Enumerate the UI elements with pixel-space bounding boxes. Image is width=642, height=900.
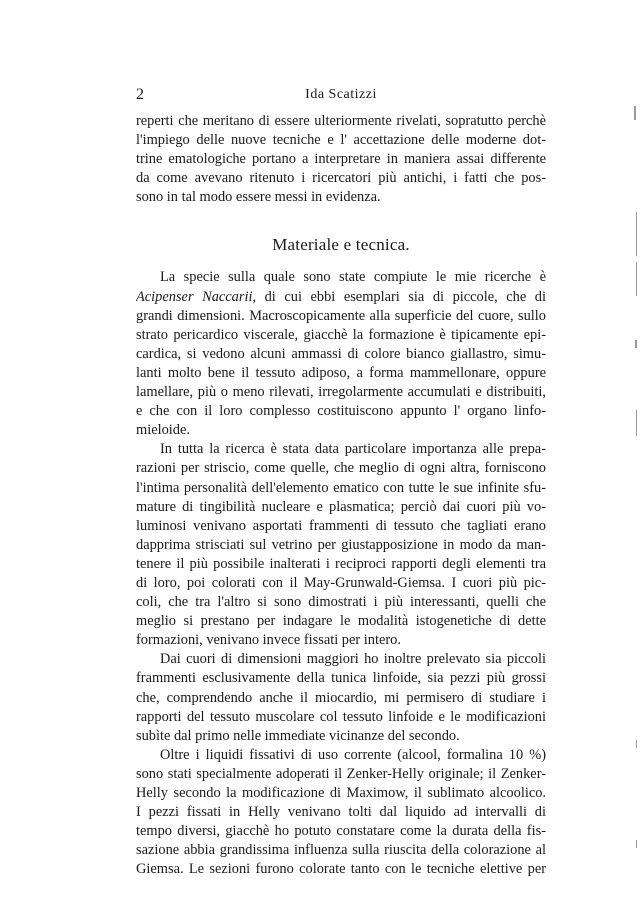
running-head [136, 86, 546, 106]
text-line: rapporti del tessuto muscolare col tessuto linfoide e le modificazioni [136, 708, 546, 725]
text-line: da come avevano ritenuto i ricercatori più antichi, i fatti che pos- [136, 170, 546, 187]
text-line: cardica, si vedono alcuni ammassi di colore bianco giallastro, simu- [136, 345, 546, 362]
text-line: lamellare, più o meno rilevati, irregolarmente accumulati e distribuiti, [136, 384, 546, 401]
text-line: lanti molto bene il tessuto adiposo, a forma mammellonare, oppure [136, 364, 546, 381]
text-line: subìte dal primo nelle immediate vicinanze del secondo. [136, 727, 460, 744]
text-line: razioni per striscio, come quelle, che meglio di ogni altra, forniscono [136, 460, 546, 477]
scan-edge-mark [635, 340, 637, 348]
text-line: coli, che tra l'altro si sono dimostrati i più interessanti, quelli che [136, 594, 546, 611]
text-line: In tutta la ricerca è stata data particolare importanza alle prepa- [160, 441, 546, 458]
species-name: Acipenser Naccarii, [136, 288, 257, 305]
text-line: trine ematologiche portano a interpretare in maniera assai differente [136, 151, 546, 168]
text-line: Giemsa. Le sezioni furono colorate tanto con le tecniche elettive per [136, 861, 546, 878]
paragraph-1 [136, 112, 546, 207]
text-line: Helly secondo la modificazione di Maximow, il sublimato alcoolico. [136, 785, 546, 801]
scan-edge-mark [636, 410, 637, 436]
text-fragment: di cui ebbi esemplari sia di piccole, che di [256, 288, 546, 305]
body-text [136, 112, 546, 879]
text-line: che, comprendendo anche il miocardio, mi permisero di studiare i [136, 689, 546, 706]
text-line: l'intima personalità dell'elemento ematico con tutte le sue infinite sfu- [136, 479, 546, 496]
text-line: tenere il più possibile inalterati i reciproci rapporti degli elementi tra [136, 555, 546, 572]
text-line: La specie sulla quale sono state compiute le mie ricerche è [160, 269, 546, 286]
text-line: formazioni, venivano invece fissati per intero. [136, 632, 401, 649]
scan-edge-mark [636, 740, 637, 748]
scan-edge-mark [634, 106, 636, 120]
text-line: strato pericardico viscerale, giacchè la formazione è tipicamente epi- [136, 326, 546, 343]
paragraph-5 [136, 746, 546, 880]
text-line: dapprima strisciati sul vetrino per giustapposizione in modo da man- [136, 536, 546, 553]
header-author: Ida Scatizzi [305, 87, 377, 102]
text-line: Oltre i liquidi fissativi di uso corrente (alcool, formalina 10 %) [160, 746, 546, 763]
page-number: 2 [136, 86, 144, 103]
scan-edge-mark [636, 840, 637, 848]
text-line-with-species [136, 288, 546, 307]
paragraph-4 [136, 650, 546, 745]
paragraph-3 [136, 440, 546, 650]
text-line: l'impiego delle nuove tecniche e l' accettazione delle moderne dot- [136, 132, 546, 149]
scan-edge-mark [636, 212, 637, 256]
scan-edge-mark [636, 262, 637, 296]
text-line: I pezzi fissati in Helly venivano tolti dal liquido ad intervalli di [136, 804, 546, 821]
text-line: sono stati specialmente adoperati il Zenker-Helly originale; il Zenker- [136, 765, 546, 782]
text-line: reperti che meritano di essere ulteriormente rivelati, sopratutto perchè [136, 113, 546, 129]
text-line: luminosi venivano asportati frammenti di tessuto che tagliati erano [136, 517, 546, 534]
text-line: grandi dimensioni. Macroscopicamente alla superficie del cuore, sullo [136, 307, 546, 324]
text-line: frammenti esclusivamente della tunica linfoide, sia pezzi più grossi [136, 670, 546, 687]
section-title: Materiale e tecnica. [272, 235, 410, 255]
text-line: di loro, poi colorati con il May-Grunwald-Giemsa. I cuori più pic- [136, 574, 546, 591]
text-line: tempo diversi, giacchè ho potuto constatare come la durata della fis- [136, 823, 546, 840]
paragraph-2 [136, 268, 546, 440]
text-line: Dai cuori di dimensioni maggiori ho inoltre prelevato sia piccoli [160, 651, 546, 668]
text-line: sazione abbia grandissima influenza sulla riuscita della colorazione al [136, 842, 546, 859]
text-line: mieloide. [136, 422, 190, 439]
text-line: sono in tal modo essere messi in evidenza. [136, 189, 381, 206]
text-line: e che con il loro complesso costituiscono appunto l' organo linfo- [136, 403, 546, 420]
text-line: meglio si prestano per indagare le modalità istogenetiche di dette [136, 613, 546, 630]
text-line: mature di tingibilità nucleare e plasmatica; perciò dai cuori più vo- [136, 498, 546, 515]
